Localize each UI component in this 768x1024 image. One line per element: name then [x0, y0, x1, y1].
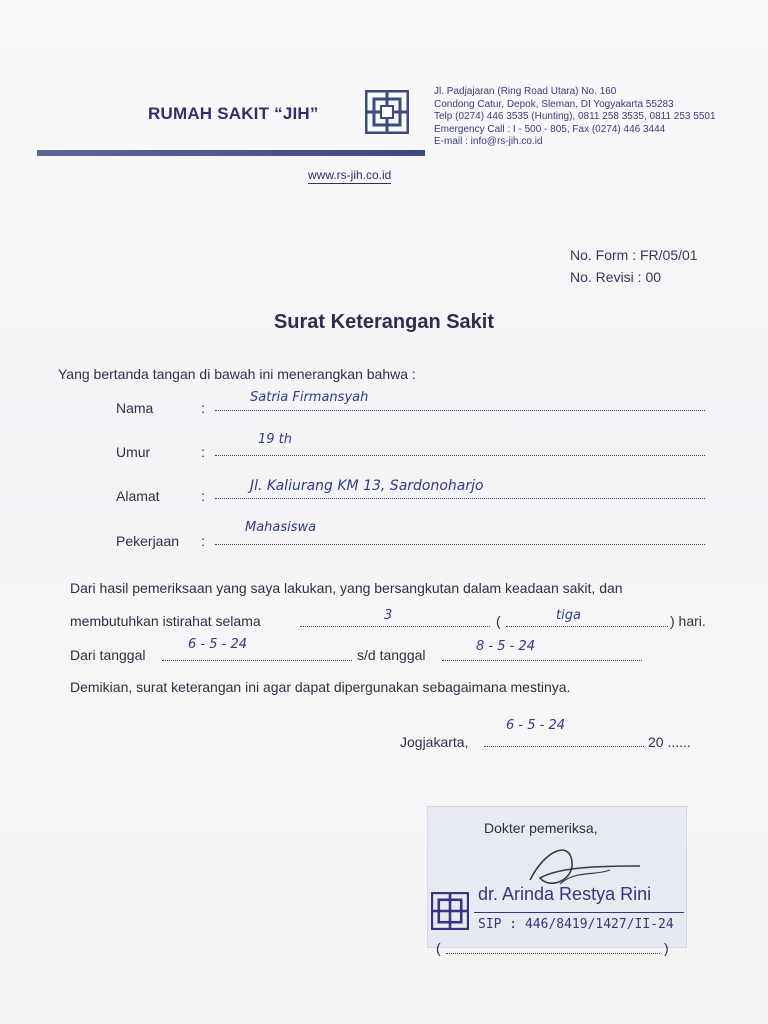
- signature-date-line: [484, 746, 644, 747]
- website-link[interactable]: www.rs-jih.co.id: [308, 168, 392, 182]
- field-label-pekerjaan: Pekerjaan: [116, 533, 180, 549]
- rest-days-words: tiga: [556, 608, 581, 623]
- paren-open: (: [496, 613, 501, 629]
- doctor-label: Dokter pemeriksa,: [484, 820, 598, 836]
- until-date-line: [442, 660, 642, 661]
- revision-number: No. Revisi : 00: [570, 269, 662, 285]
- form-info: [570, 244, 698, 288]
- from-label: Dari tanggal: [70, 647, 146, 663]
- header-divider-bar: [37, 150, 425, 156]
- address-line: Telp (0274) 446 3535 (Hunting), 0811 258 3535, 0811 253 5501: [434, 111, 716, 123]
- from-date-line: [162, 660, 352, 661]
- from-date: 6 - 5 - 24: [188, 637, 247, 652]
- statement-line-1: Dari hasil pemeriksaan yang saya lakukan, yang bersangkutan dalam keadaan sakit, dan: [70, 580, 623, 596]
- signature-date: 6 - 5 - 24: [506, 718, 565, 733]
- field-line: [215, 498, 705, 499]
- field-colon: :: [201, 488, 205, 504]
- paren-close-sign: ): [664, 940, 669, 956]
- intro-text: Yang bertanda tangan di bawah ini menerangkan bahwa :: [58, 366, 416, 382]
- hospital-logo-icon: [365, 90, 409, 134]
- rest-suffix: ) hari.: [670, 613, 706, 629]
- closing-text: Demikian, surat keterangan ini agar dapat dipergunakan sebagaimana mestinya.: [70, 679, 571, 695]
- address-line: Emergency Call : I - 500 - 805, Fax (0274) 446 3444: [434, 123, 666, 135]
- rest-days-line: [300, 626, 490, 627]
- field-value-pekerjaan: Mahasiswa: [245, 520, 317, 535]
- doctor-sip: SIP : 446/8419/1427/II-24: [478, 917, 674, 932]
- sip-divider: [474, 912, 684, 913]
- field-label-nama: Nama: [116, 400, 154, 416]
- field-colon: :: [201, 400, 205, 416]
- until-label: s/d tanggal: [357, 647, 426, 663]
- field-colon: :: [201, 533, 205, 549]
- field-line: [215, 410, 705, 411]
- field-line: [215, 544, 705, 545]
- paren-open-sign: (: [436, 940, 441, 956]
- until-date: 8 - 5 - 24: [476, 639, 535, 654]
- address-line: Condong Catur, Depok, Sleman, DI Yogyakarta 55283: [434, 98, 674, 110]
- field-line: [215, 455, 705, 456]
- field-label-umur: Umur: [116, 444, 151, 460]
- field-value-nama: Satria Firmansyah: [250, 390, 369, 405]
- field-label-alamat: Alamat: [116, 488, 160, 504]
- rest-days-number: 3: [384, 608, 393, 623]
- sign-name-line: [446, 953, 660, 954]
- hospital-name: RUMAH SAKIT “JIH”: [148, 104, 319, 123]
- address-line: Jl. Padjajaran (Ring Road Utara) No. 160: [434, 86, 617, 97]
- rest-prefix: membutuhkan istirahat selama: [70, 613, 261, 629]
- field-value-alamat: Jl. Kaliurang KM 13, Sardonoharjo: [250, 478, 484, 494]
- rest-words-line: [506, 626, 668, 627]
- field-colon: :: [201, 444, 205, 460]
- form-number: No. Form : FR/05/01: [570, 247, 698, 263]
- hospital-address: [434, 86, 716, 149]
- address-line: E-mail : info@rs-jih.co.id: [434, 136, 543, 148]
- stamp-logo-icon: [431, 892, 469, 930]
- doctor-name: dr. Arinda Restya Rini: [478, 884, 652, 904]
- signature-place: Jogjakarta,: [400, 734, 469, 750]
- document-title: Surat Keterangan Sakit: [273, 311, 495, 333]
- signature-year: 20 ......: [648, 734, 691, 750]
- field-value-umur: 19 th: [258, 432, 293, 447]
